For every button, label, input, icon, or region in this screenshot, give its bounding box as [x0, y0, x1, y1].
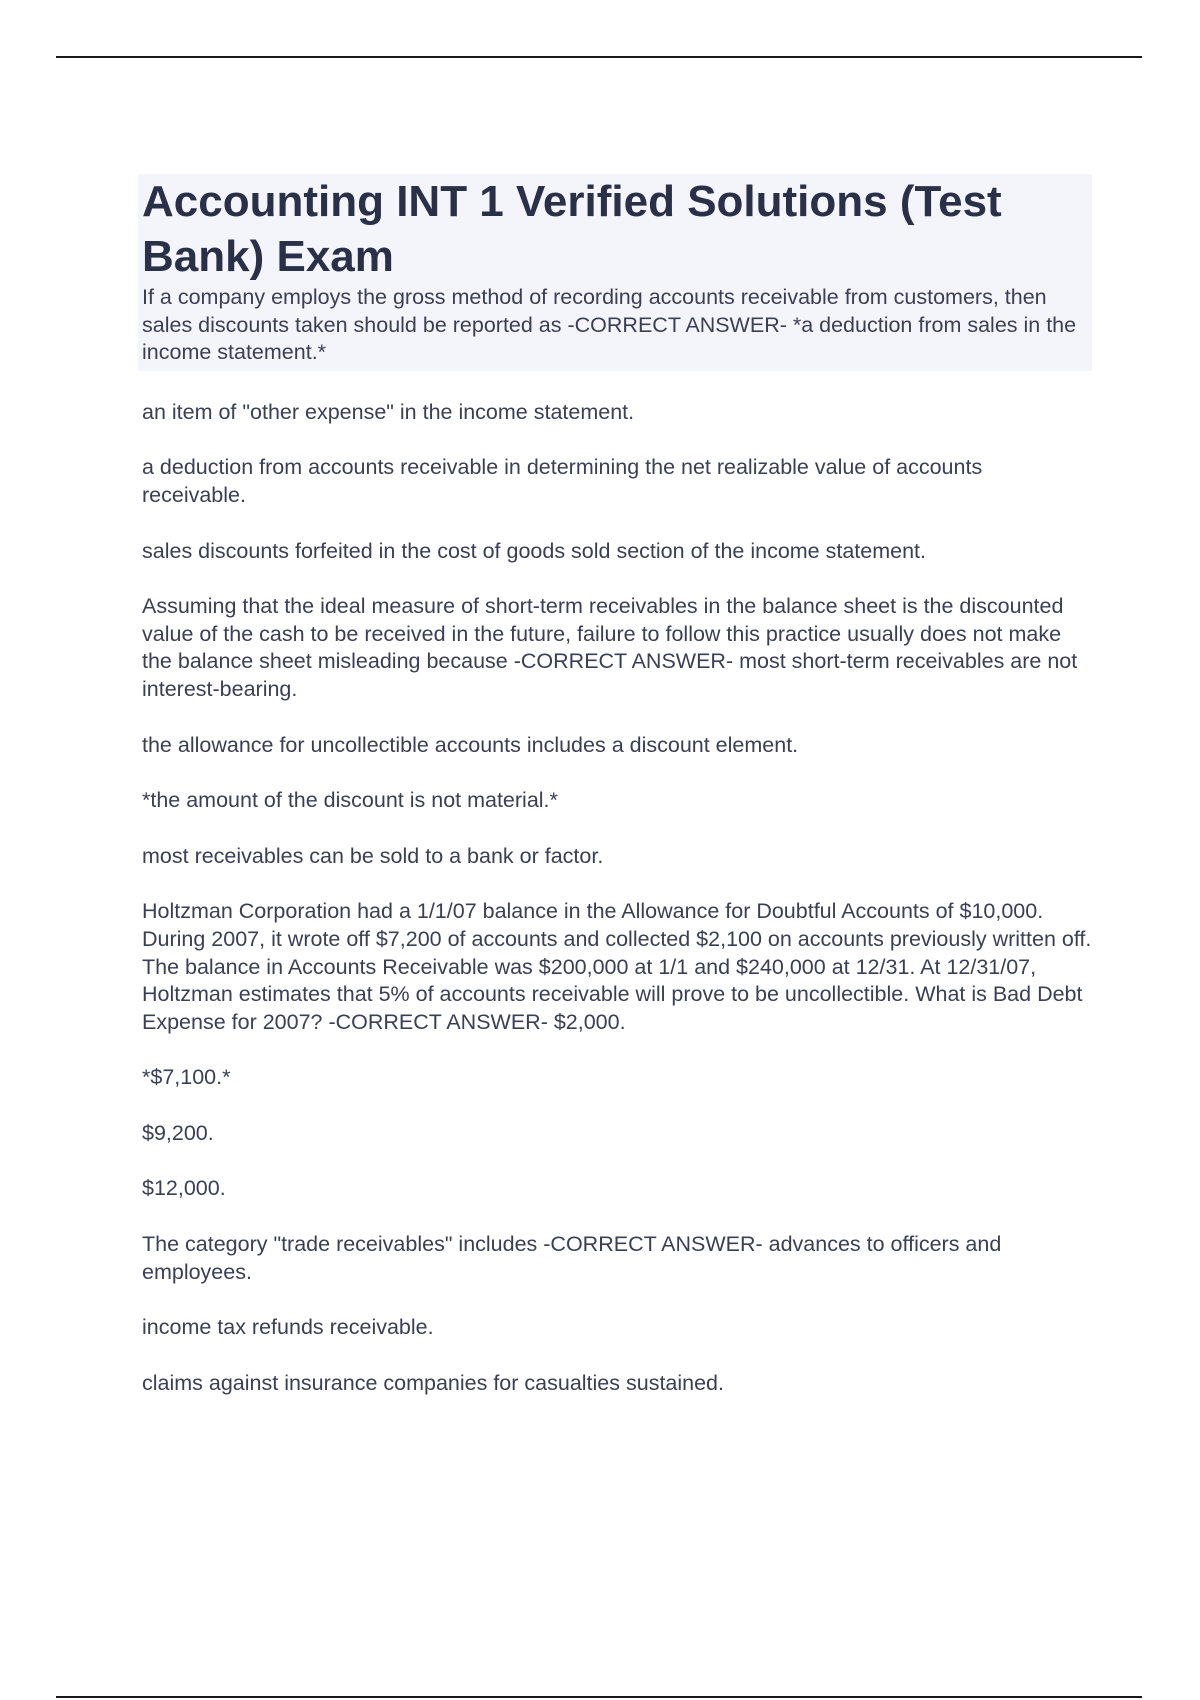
paragraph: Holtzman Corporation had a 1/1/07 balance in the Allowance for Doubtful Accounts of $10,000. During 2007, it wrote off $7,200 of accounts and collected $2,100 on accounts previously written off. The balance in Accounts Receivable was $200,000 at 1/1 and $240,000 at 12/31. At 12/31/07, Holtzman estimates that 5% of accounts receivable will prove to be uncollectible. What is Bad Debt Expense for 2007? -CORRECT ANSWER- $2,000. — [142, 899, 1092, 1034]
paragraph: an item of "other expense" in the income statement. — [142, 399, 635, 424]
paragraph: a deduction from accounts receivable in determining the net realizable value of accounts receivable. — [142, 455, 983, 507]
bottom-rule — [56, 1696, 1142, 1698]
page-title: Accounting INT 1 Verified Solutions (Test Bank) Exam — [142, 177, 1002, 281]
intro-paragraph: If a company employs the gross method of recording accounts receivable from customers, then sales discounts taken should be reported as -CORRECT ANSWER- *a deduction from sales in the income statement.* — [142, 285, 1077, 365]
paragraph: income tax refunds receivable. — [142, 1315, 434, 1340]
header-block — [138, 174, 1092, 371]
paragraph: Assuming that the ideal measure of short-term receivables in the balance sheet is the discounted value of the cash to be received in the future, failure to follow this practice usually does not make the balance sheet misleading because -CORRECT ANSWER- most short-term receivables are not interest-bearing. — [142, 594, 1078, 701]
paragraph: *$7,100.* — [142, 1065, 231, 1090]
paragraph: *the amount of the discount is not material.* — [142, 788, 558, 813]
document-body — [142, 174, 1092, 1397]
paragraph: claims against insurance companies for casualties sustained. — [142, 1370, 724, 1395]
paragraph: sales discounts forfeited in the cost of goods sold section of the income statement. — [142, 538, 926, 563]
top-rule — [56, 56, 1142, 58]
paragraph: $9,200. — [142, 1120, 214, 1145]
paragraph: $12,000. — [142, 1176, 226, 1201]
paragraph: most receivables can be sold to a bank or factor. — [142, 843, 604, 868]
paragraph: the allowance for uncollectible accounts includes a discount element. — [142, 732, 799, 757]
paragraph: The category "trade receivables" includes -CORRECT ANSWER- advances to officers and employees. — [142, 1232, 1002, 1284]
